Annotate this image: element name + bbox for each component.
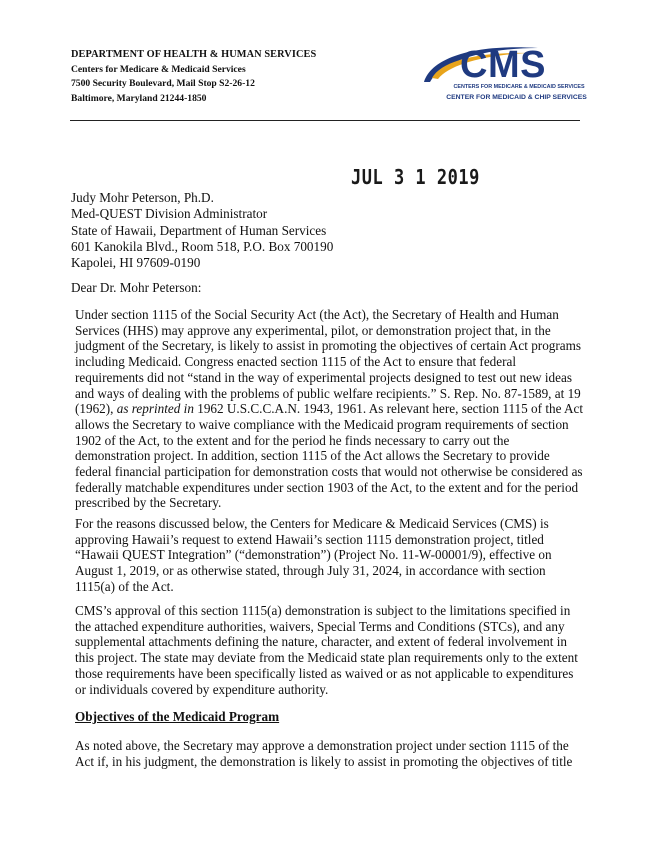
letterhead xyxy=(71,48,341,106)
cms-logo-center: CENTER FOR MEDICAID & CHIP SERVICES xyxy=(446,94,587,101)
recipient-street: 601 Kanokila Blvd., Room 518, P.O. Box 700190 xyxy=(71,238,334,254)
paragraph-authority-part1: Under section 1115 of the Social Security Act (the Act), the Secretary of Health and Human Services (HHS) may approve any experimental, pilot, or demonstration project that, in the judgment of the Secretary, is likely to assist in promoting the objectives of certain Act programs including Medicaid. Congress enacted section 1115 of the Act to ensure that federal requirements did not “stand in the way of experimental projects designed to test out new ideas and ways of dealing with the problems of public welfare recipients.” S. Rep. No. 87-1589, at 19 (1962), xyxy=(75,307,582,417)
recipient-agency: State of Hawaii, Department of Human Services xyxy=(71,222,327,238)
section-heading-objectives: Objectives of the Medicaid Program xyxy=(75,709,280,724)
recipient-address xyxy=(71,190,333,271)
street-address: 7500 Security Boulevard, Mail Stop S2-26-12 xyxy=(71,78,255,89)
paragraph-objectives: As noted above, the Secretary may approve a demonstration project under section 1115 of the Act if, in his judgment, the demonstration is likely to assist in promoting the objectives of title xyxy=(75,738,573,769)
salutation: Dear Dr. Mohr Peterson: xyxy=(71,280,202,295)
cms-logo-subtitle: CENTERS FOR MEDICARE & MEDICAID SERVICES xyxy=(453,84,585,90)
paragraph-authority-italic: as reprinted in xyxy=(116,401,194,417)
paragraph-authority xyxy=(75,307,585,511)
date-stamp: JUL 3 1 2019 xyxy=(351,166,480,190)
recipient-title: Med-QUEST Division Administrator xyxy=(71,206,268,222)
paragraph-approval: For the reasons discussed below, the Centers for Medicare & Medicaid Services (CMS) is approving Hawaii’s request to extend Hawaii’s section 1115 demonstration project, titled “Hawaii QUEST Integration” (“demonstration”) (Project No. 11-W-00001/9), effective on August 1, 2019, or as otherwise stated, through July 31, 2024, in accordance with section 1115(a) of the Act. xyxy=(75,516,552,594)
paragraph-authority-part2: 1962 U.S.C.C.A.N. 1943, 1961. As relevant here, section 1115 of the Act allows the Secretary to waive compliance with the Medicaid program requirements of section 1902 of the Act, to the extent and for the period he finds necessary to carry out the demonstration project. In addition, section 1115 of the Act allows the Secretary to provide federal financial participation for demonstration costs that would not otherwise be considered as federally matchable expenditures under section 1903 of the Act, to the extent and for the period prescribed by the Secretary. xyxy=(75,401,584,511)
recipient-city: Kapolei, HI 97609-0190 xyxy=(71,255,201,271)
cms-logo xyxy=(418,42,588,108)
header-divider xyxy=(70,120,580,121)
center-name: Centers for Medicare & Medicaid Services xyxy=(71,63,246,75)
cms-logo-mark: CMS xyxy=(460,44,546,86)
paragraph-limitations: CMS’s approval of this section 1115(a) demonstration is subject to the limitations specified in the attached expenditure authorities, waivers, Special Terms and Conditions (STCs), and any supplemental attachments defining the nature, character, and extent of federal involvement in this project. The state may deviate from the Medicaid state plan requirements only to the extent those requirements have been specifically listed as waived or as not applicable to expenditures or individuals covered by expenditure authority. xyxy=(75,603,578,697)
department-name: DEPARTMENT OF HEALTH & HUMAN SERVICES xyxy=(71,49,317,60)
recipient-name: Judy Mohr Peterson, Ph.D. xyxy=(71,190,214,205)
city-address: Baltimore, Maryland 21244-1850 xyxy=(71,92,207,104)
